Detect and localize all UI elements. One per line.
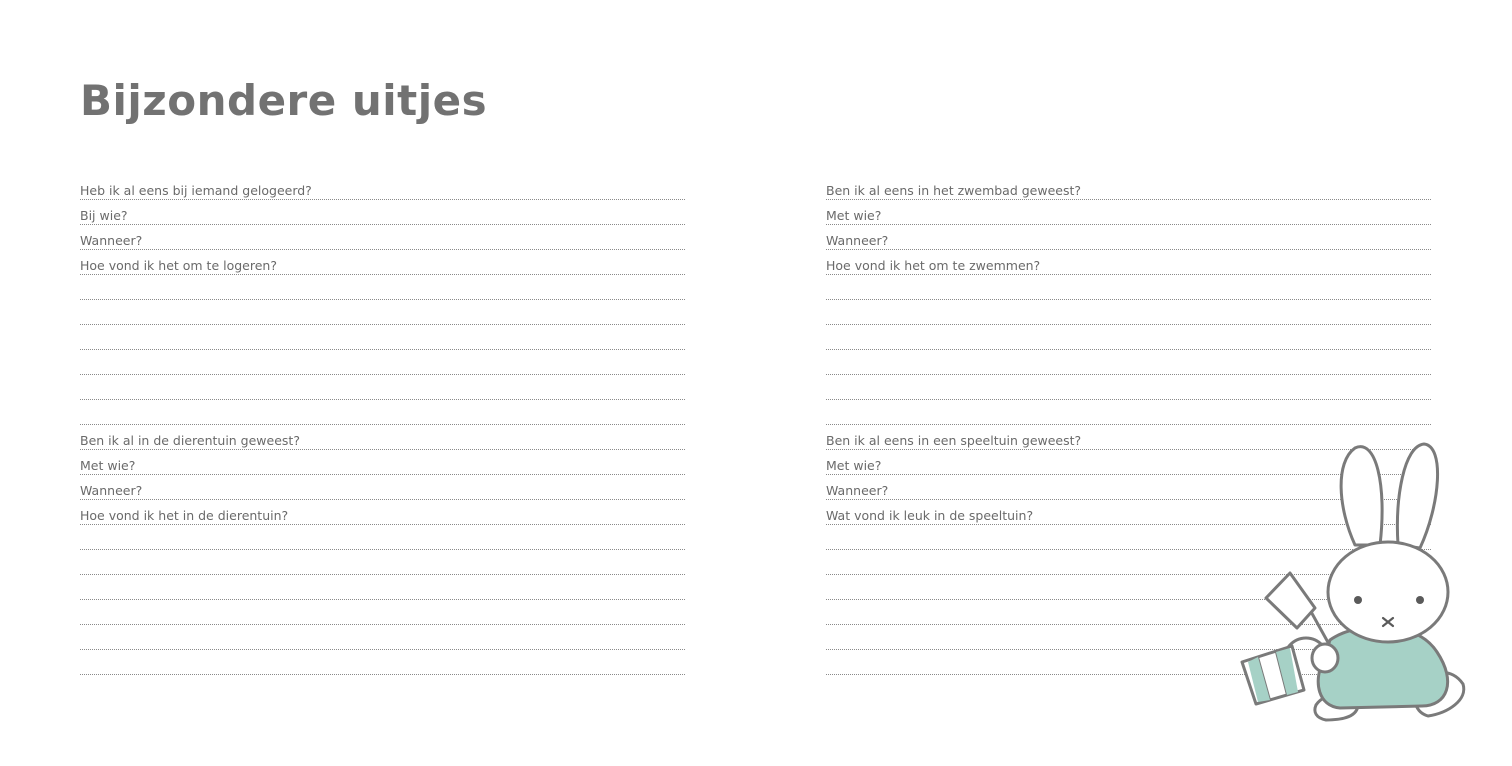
answer-line[interactable] xyxy=(80,325,685,350)
bunny-illustration-icon xyxy=(1232,438,1472,728)
answer-line[interactable] xyxy=(80,400,685,425)
question-line[interactable]: Ben ik al eens in het zwembad geweest? xyxy=(826,175,1431,200)
answer-line[interactable] xyxy=(80,350,685,375)
answer-line[interactable] xyxy=(80,275,685,300)
question-line[interactable]: Hoe vond ik het om te zwemmen? xyxy=(826,250,1431,275)
section-logeren xyxy=(80,175,685,425)
answer-line[interactable] xyxy=(826,275,1431,300)
answer-line[interactable] xyxy=(80,575,685,600)
answer-line[interactable] xyxy=(826,375,1431,400)
section-dierentuin xyxy=(80,425,685,675)
question-line[interactable]: Wanneer? xyxy=(826,225,1431,250)
answer-line[interactable] xyxy=(826,400,1431,425)
answer-line[interactable] xyxy=(826,350,1431,375)
question-line[interactable]: Met wie? xyxy=(80,450,685,475)
question-line[interactable]: Wanneer? xyxy=(826,475,1431,500)
answer-line[interactable] xyxy=(80,600,685,625)
bunny-head xyxy=(1328,542,1448,642)
question-line[interactable]: Wat vond ik leuk in de speeltuin? xyxy=(826,500,1431,525)
question-line[interactable]: Met wie? xyxy=(826,200,1431,225)
question-line[interactable]: Ben ik al eens in een speeltuin geweest? xyxy=(826,425,1431,450)
question-line[interactable]: Heb ik al eens bij iemand gelogeerd? xyxy=(80,175,685,200)
answer-line[interactable] xyxy=(826,325,1431,350)
section-zwembad xyxy=(826,175,1431,425)
bunny-hand xyxy=(1312,644,1338,672)
question-line[interactable]: Wanneer? xyxy=(80,225,685,250)
question-line[interactable]: Ben ik al in de dierentuin geweest? xyxy=(80,425,685,450)
answer-line[interactable] xyxy=(80,650,685,675)
answer-line[interactable] xyxy=(80,625,685,650)
answer-line[interactable] xyxy=(80,375,685,400)
left-ear xyxy=(1341,447,1382,545)
question-line[interactable]: Met wie? xyxy=(826,450,1431,475)
shovel-blade xyxy=(1266,573,1315,628)
right-ear xyxy=(1397,444,1437,548)
answer-line[interactable] xyxy=(80,300,685,325)
question-line[interactable]: Bij wie? xyxy=(80,200,685,225)
question-line[interactable]: Hoe vond ik het om te logeren? xyxy=(80,250,685,275)
answer-line[interactable] xyxy=(80,550,685,575)
bunny-eye xyxy=(1416,596,1424,604)
answer-line[interactable] xyxy=(826,300,1431,325)
question-line[interactable]: Hoe vond ik het in de dierentuin? xyxy=(80,500,685,525)
answer-line[interactable] xyxy=(80,525,685,550)
page-title: Bijzondere uitjes xyxy=(80,76,488,125)
question-line[interactable]: Wanneer? xyxy=(80,475,685,500)
bunny-eye xyxy=(1354,596,1362,604)
